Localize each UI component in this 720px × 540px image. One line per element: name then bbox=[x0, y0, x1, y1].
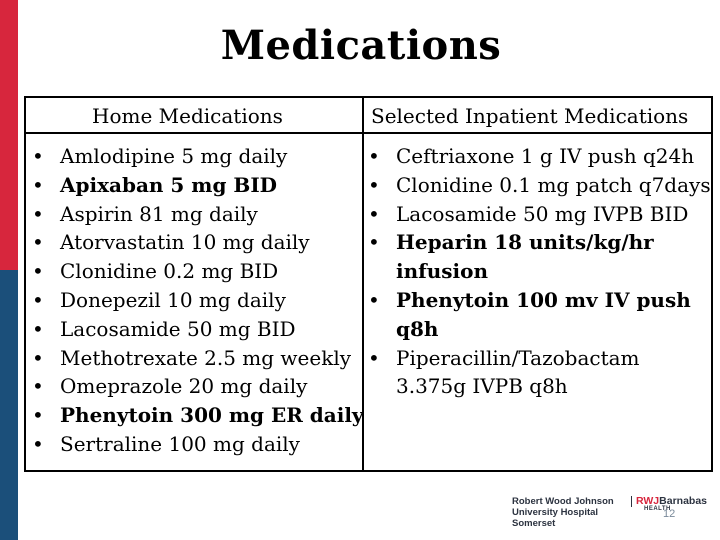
bullet-icon: • bbox=[32, 144, 44, 168]
bullet-icon: • bbox=[32, 316, 44, 341]
home-medication-text: Donepezil 10 mg daily bbox=[60, 287, 286, 312]
slide-title: Medications bbox=[220, 22, 502, 69]
bullet-icon: • bbox=[32, 201, 44, 226]
inpatient-medication-item bbox=[368, 200, 711, 229]
bullet-icon: • bbox=[32, 374, 44, 399]
bullet-icon: • bbox=[32, 431, 44, 456]
home-medication-item bbox=[32, 372, 364, 401]
home-medication-text: Omeprazole 20 mg daily bbox=[60, 374, 308, 399]
home-medication-item bbox=[32, 430, 364, 459]
bullet-icon: • bbox=[368, 345, 380, 370]
inpatient-medication-text: Piperacillin/Tazobactam bbox=[396, 345, 640, 370]
home-medication-item bbox=[32, 344, 364, 373]
inpatient-medication-continuation bbox=[396, 372, 711, 401]
logo-brand-suffix: Barnabas bbox=[659, 495, 708, 507]
home-medication-item bbox=[32, 228, 364, 257]
inpatient-medication-text: Heparin 18 units/kg/hr bbox=[396, 230, 654, 255]
inpatient-medications-list bbox=[368, 142, 711, 401]
inpatient-medication-item bbox=[368, 344, 711, 373]
inpatient-medication-continuation bbox=[396, 315, 711, 344]
inpatient-medication-text: Clonidine 0.1 mg patch q7days bbox=[396, 172, 711, 197]
logo-org-line2: University Hospital bbox=[512, 507, 599, 518]
inpatient-medication-text: 3.375g IVPB q8h bbox=[396, 374, 568, 399]
home-medication-item bbox=[32, 171, 364, 200]
bullet-icon: • bbox=[368, 144, 380, 168]
bullet-icon: • bbox=[32, 230, 44, 255]
inpatient-medication-item bbox=[368, 171, 711, 200]
logo-org-line1: Robert Wood Johnson bbox=[512, 496, 614, 507]
inpatient-medication-item bbox=[368, 142, 711, 171]
home-medication-text: Methotrexate 2.5 mg weekly bbox=[60, 345, 352, 370]
bullet-icon: • bbox=[32, 403, 44, 428]
inpatient-medication-item bbox=[368, 286, 711, 315]
home-medication-text: Sertraline 100 mg daily bbox=[60, 431, 300, 456]
bullet-icon: • bbox=[368, 287, 380, 312]
inpatient-medication-continuation bbox=[396, 257, 711, 286]
home-medication-text: Apixaban 5 mg BID bbox=[60, 172, 278, 197]
home-medication-text: Atorvastatin 10 mg daily bbox=[60, 230, 310, 255]
logo-org-line3: Somerset bbox=[512, 518, 556, 529]
inpatient-medication-text: q8h bbox=[396, 316, 439, 341]
inpatient-medications-header: Selected Inpatient Medications bbox=[371, 104, 689, 128]
left-accent-bar bbox=[0, 0, 18, 540]
inpatient-medication-text: Ceftriaxone 1 g IV push q24h bbox=[396, 144, 695, 168]
hospital-logo bbox=[512, 496, 708, 530]
inpatient-medication-text: infusion bbox=[396, 259, 489, 284]
logo-brand-sub: HEALTH bbox=[644, 506, 671, 512]
bullet-icon: • bbox=[368, 201, 380, 226]
bullet-icon: • bbox=[32, 259, 44, 284]
home-medication-item bbox=[32, 257, 364, 286]
home-medication-item bbox=[32, 286, 364, 315]
left-accent-blue bbox=[0, 270, 18, 540]
home-medication-item bbox=[32, 315, 364, 344]
bullet-icon: • bbox=[32, 172, 44, 197]
medications-table bbox=[24, 96, 713, 472]
home-medication-text: Aspirin 81 mg daily bbox=[60, 201, 258, 226]
bullet-icon: • bbox=[368, 172, 380, 197]
inpatient-medication-item bbox=[368, 228, 711, 257]
page-number: 12 bbox=[663, 508, 676, 520]
home-medication-item bbox=[32, 401, 364, 430]
home-medications-header: Home Medications bbox=[92, 104, 283, 128]
bullet-icon: • bbox=[32, 345, 44, 370]
home-medication-text: Clonidine 0.2 mg BID bbox=[60, 259, 279, 284]
logo-separator bbox=[631, 496, 632, 507]
inpatient-medication-text: Lacosamide 50 mg IVPB BID bbox=[396, 201, 689, 226]
bullet-icon: • bbox=[32, 287, 44, 312]
inpatient-medication-text: Phenytoin 100 mv IV push bbox=[396, 287, 691, 312]
bullet-icon: • bbox=[368, 230, 380, 255]
home-medication-text: Phenytoin 300 mg ER daily bbox=[60, 403, 364, 428]
home-medication-text: Lacosamide 50 mg BID bbox=[60, 316, 296, 341]
logo-brand-prefix: RWJ bbox=[636, 495, 660, 507]
home-medication-item bbox=[32, 142, 364, 171]
home-medication-item bbox=[32, 200, 364, 229]
home-medication-text: Amlodipine 5 mg daily bbox=[60, 144, 288, 168]
home-medications-list bbox=[32, 142, 364, 459]
